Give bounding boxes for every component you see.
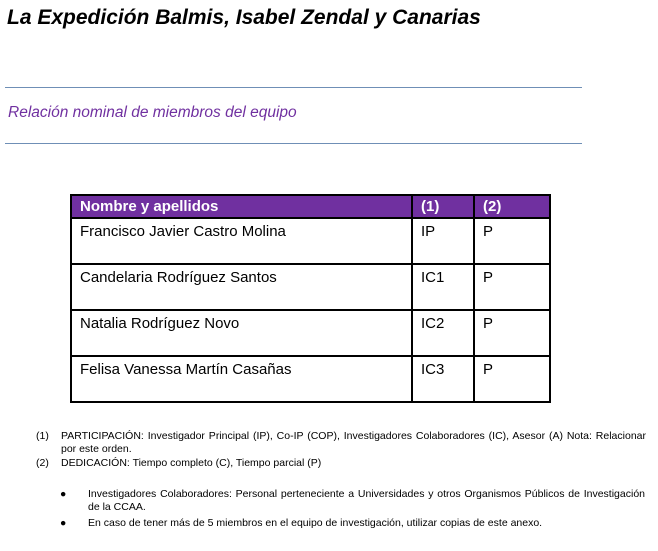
footnotes — [36, 430, 646, 471]
section-subtitle: Relación nominal de miembros del equipo — [8, 104, 297, 121]
footnote-number: (2) — [36, 457, 49, 469]
member-dedication: P — [474, 310, 550, 356]
bullet-icon: ● — [60, 488, 67, 500]
table-row — [71, 356, 550, 402]
member-name: Natalia Rodríguez Novo — [71, 310, 412, 356]
footnote-text: PARTICIPACIÓN: Investigador Principal (IP), Co-IP (COP), Investigadores Colaboradores (IC), Asesor (A) Nota: Relacionar por este orden. — [61, 430, 646, 455]
member-name: Felisa Vanessa Martín Casañas — [71, 356, 412, 402]
member-dedication: P — [474, 356, 550, 402]
member-dedication: P — [474, 218, 550, 264]
bullet-icon: ● — [60, 517, 67, 529]
table-header-row — [71, 195, 550, 218]
document-title: La Expedición Balmis, Isabel Zendal y Canarias — [7, 6, 481, 29]
header-name: Nombre y apellidos — [71, 195, 412, 218]
member-name: Francisco Javier Castro Molina — [71, 218, 412, 264]
member-participation: IC3 — [412, 356, 474, 402]
bullet-list — [60, 488, 645, 533]
table-row — [71, 310, 550, 356]
header-dedication: (2) — [474, 195, 550, 218]
list-item-text: En caso de tener más de 5 miembros en el equipo de investigación, utilizar copias de este anexo. — [88, 517, 543, 529]
footnote-text: DEDICACIÓN: Tiempo completo (C), Tiempo parcial (P) — [61, 457, 322, 469]
member-dedication: P — [474, 264, 550, 310]
member-participation: IP — [412, 218, 474, 264]
list-item — [60, 517, 645, 530]
members-table — [70, 194, 551, 403]
top-divider — [5, 87, 582, 88]
footnote-participation — [36, 430, 646, 456]
footnote-dedication — [36, 457, 646, 470]
header-participation: (1) — [412, 195, 474, 218]
member-participation: IC1 — [412, 264, 474, 310]
table-row — [71, 264, 550, 310]
member-name: Candelaria Rodríguez Santos — [71, 264, 412, 310]
table-row — [71, 218, 550, 264]
bottom-divider — [5, 143, 582, 144]
footnote-number: (1) — [36, 430, 49, 442]
list-item — [60, 488, 645, 514]
member-participation: IC2 — [412, 310, 474, 356]
list-item-text: Investigadores Colaboradores: Personal perteneciente a Universidades y otros Organismos Públicos de Investigación de la CCAA. — [88, 488, 645, 513]
